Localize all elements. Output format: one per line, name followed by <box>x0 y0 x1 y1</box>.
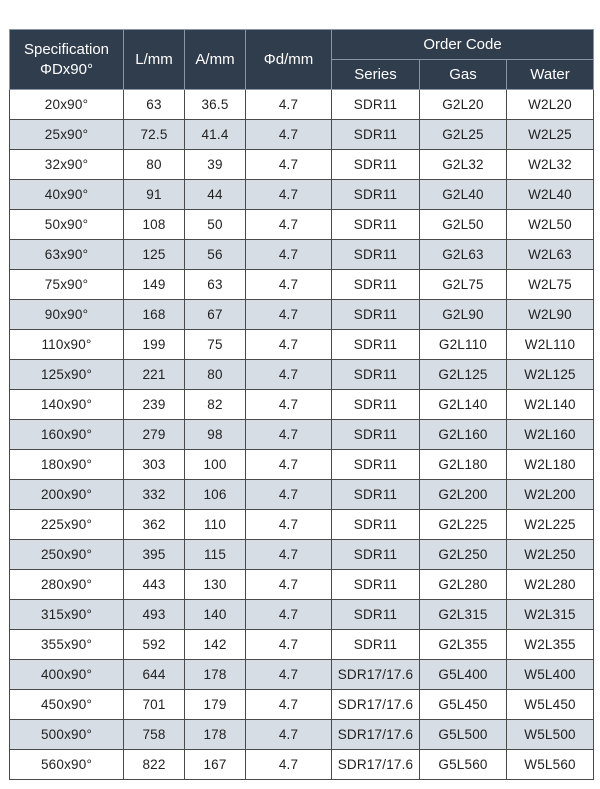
cell-l: 63 <box>124 90 185 120</box>
cell-spec: 40x90° <box>10 180 124 210</box>
cell-spec: 90x90° <box>10 300 124 330</box>
table-row <box>10 450 594 480</box>
cell-gas: G2L355 <box>420 630 507 660</box>
cell-spec: 450x90° <box>10 690 124 720</box>
cell-water: W5L560 <box>507 750 594 780</box>
cell-water: W2L63 <box>507 240 594 270</box>
cell-gas: G2L40 <box>420 180 507 210</box>
cell-series: SDR11 <box>332 120 420 150</box>
cell-gas: G2L200 <box>420 480 507 510</box>
table-row <box>10 690 594 720</box>
cell-water: W5L450 <box>507 690 594 720</box>
cell-a: 56 <box>185 240 246 270</box>
header-gas: Gas <box>420 60 507 90</box>
table-row <box>10 540 594 570</box>
cell-series: SDR17/17.6 <box>332 690 420 720</box>
table-row <box>10 630 594 660</box>
cell-d: 4.7 <box>246 450 332 480</box>
cell-l: 701 <box>124 690 185 720</box>
header-l: L/mm <box>124 30 185 90</box>
cell-water: W2L200 <box>507 480 594 510</box>
cell-l: 80 <box>124 150 185 180</box>
cell-gas: G2L50 <box>420 210 507 240</box>
cell-a: 98 <box>185 420 246 450</box>
cell-d: 4.7 <box>246 270 332 300</box>
cell-water: W2L225 <box>507 510 594 540</box>
cell-gas: G2L315 <box>420 600 507 630</box>
cell-spec: 280x90° <box>10 570 124 600</box>
cell-series: SDR11 <box>332 600 420 630</box>
cell-a: 142 <box>185 630 246 660</box>
cell-water: W2L180 <box>507 450 594 480</box>
cell-gas: G5L500 <box>420 720 507 750</box>
cell-d: 4.7 <box>246 120 332 150</box>
table-row <box>10 720 594 750</box>
cell-a: 63 <box>185 270 246 300</box>
cell-d: 4.7 <box>246 180 332 210</box>
cell-a: 130 <box>185 570 246 600</box>
cell-series: SDR11 <box>332 450 420 480</box>
cell-spec: 20x90° <box>10 90 124 120</box>
cell-spec: 32x90° <box>10 150 124 180</box>
cell-gas: G2L75 <box>420 270 507 300</box>
header-spec-line2: ΦDx90° <box>40 60 93 78</box>
header-water: Water <box>507 60 594 90</box>
cell-series: SDR11 <box>332 510 420 540</box>
table-row <box>10 600 594 630</box>
header-spec-line1: Specification <box>23 40 110 58</box>
cell-a: 115 <box>185 540 246 570</box>
table-row <box>10 90 594 120</box>
cell-gas: G2L125 <box>420 360 507 390</box>
table-row <box>10 120 594 150</box>
cell-spec: 140x90° <box>10 390 124 420</box>
cell-d: 4.7 <box>246 90 332 120</box>
header-series: Series <box>332 60 420 90</box>
cell-a: 39 <box>185 150 246 180</box>
cell-gas: G2L225 <box>420 510 507 540</box>
cell-water: W2L32 <box>507 150 594 180</box>
cell-d: 4.7 <box>246 300 332 330</box>
cell-series: SDR11 <box>332 390 420 420</box>
cell-d: 4.7 <box>246 660 332 690</box>
cell-gas: G2L110 <box>420 330 507 360</box>
cell-a: 41.4 <box>185 120 246 150</box>
header-d: Φd/mm <box>246 30 332 90</box>
table-row <box>10 270 594 300</box>
table-row <box>10 240 594 270</box>
cell-gas: G5L560 <box>420 750 507 780</box>
cell-l: 279 <box>124 420 185 450</box>
cell-water: W2L160 <box>507 420 594 450</box>
table-row <box>10 390 594 420</box>
cell-a: 36.5 <box>185 90 246 120</box>
specification-table <box>9 29 594 780</box>
cell-water: W2L90 <box>507 300 594 330</box>
cell-series: SDR17/17.6 <box>332 660 420 690</box>
cell-a: 44 <box>185 180 246 210</box>
table-row <box>10 180 594 210</box>
cell-series: SDR11 <box>332 270 420 300</box>
cell-water: W2L125 <box>507 360 594 390</box>
cell-gas: G2L250 <box>420 540 507 570</box>
cell-d: 4.7 <box>246 570 332 600</box>
header-a: A/mm <box>185 30 246 90</box>
cell-d: 4.7 <box>246 720 332 750</box>
cell-spec: 125x90° <box>10 360 124 390</box>
cell-l: 168 <box>124 300 185 330</box>
cell-series: SDR17/17.6 <box>332 750 420 780</box>
cell-water: W2L355 <box>507 630 594 660</box>
table-row <box>10 480 594 510</box>
cell-l: 443 <box>124 570 185 600</box>
cell-water: W2L315 <box>507 600 594 630</box>
cell-water: W2L250 <box>507 540 594 570</box>
table-row <box>10 660 594 690</box>
cell-l: 592 <box>124 630 185 660</box>
table-header <box>10 30 594 90</box>
cell-d: 4.7 <box>246 600 332 630</box>
cell-spec: 225x90° <box>10 510 124 540</box>
cell-l: 239 <box>124 390 185 420</box>
cell-a: 178 <box>185 660 246 690</box>
cell-series: SDR11 <box>332 150 420 180</box>
cell-water: W2L75 <box>507 270 594 300</box>
cell-series: SDR11 <box>332 180 420 210</box>
cell-series: SDR11 <box>332 210 420 240</box>
cell-spec: 500x90° <box>10 720 124 750</box>
cell-spec: 50x90° <box>10 210 124 240</box>
cell-d: 4.7 <box>246 540 332 570</box>
cell-d: 4.7 <box>246 360 332 390</box>
cell-l: 108 <box>124 210 185 240</box>
cell-spec: 160x90° <box>10 420 124 450</box>
cell-gas: G2L140 <box>420 390 507 420</box>
cell-water: W5L400 <box>507 660 594 690</box>
cell-spec: 63x90° <box>10 240 124 270</box>
table-row <box>10 330 594 360</box>
table-body <box>10 90 594 780</box>
cell-l: 221 <box>124 360 185 390</box>
cell-water: W2L280 <box>507 570 594 600</box>
cell-series: SDR11 <box>332 630 420 660</box>
header-specification <box>10 30 124 90</box>
cell-l: 125 <box>124 240 185 270</box>
cell-a: 100 <box>185 450 246 480</box>
cell-gas: G2L32 <box>420 150 507 180</box>
cell-water: W5L500 <box>507 720 594 750</box>
cell-spec: 315x90° <box>10 600 124 630</box>
cell-l: 303 <box>124 450 185 480</box>
cell-d: 4.7 <box>246 480 332 510</box>
cell-a: 82 <box>185 390 246 420</box>
cell-spec: 180x90° <box>10 450 124 480</box>
cell-spec: 355x90° <box>10 630 124 660</box>
cell-a: 67 <box>185 300 246 330</box>
cell-a: 179 <box>185 690 246 720</box>
table-row <box>10 510 594 540</box>
cell-water: W2L20 <box>507 90 594 120</box>
cell-series: SDR11 <box>332 300 420 330</box>
cell-d: 4.7 <box>246 390 332 420</box>
table-row <box>10 570 594 600</box>
cell-gas: G2L63 <box>420 240 507 270</box>
cell-l: 91 <box>124 180 185 210</box>
table-row <box>10 750 594 780</box>
cell-l: 758 <box>124 720 185 750</box>
cell-l: 822 <box>124 750 185 780</box>
cell-d: 4.7 <box>246 240 332 270</box>
cell-l: 72.5 <box>124 120 185 150</box>
cell-gas: G2L25 <box>420 120 507 150</box>
cell-gas: G5L450 <box>420 690 507 720</box>
cell-series: SDR11 <box>332 240 420 270</box>
cell-series: SDR11 <box>332 540 420 570</box>
cell-spec: 560x90° <box>10 750 124 780</box>
cell-l: 644 <box>124 660 185 690</box>
cell-water: W2L50 <box>507 210 594 240</box>
cell-a: 50 <box>185 210 246 240</box>
cell-d: 4.7 <box>246 510 332 540</box>
cell-d: 4.7 <box>246 690 332 720</box>
cell-series: SDR11 <box>332 360 420 390</box>
cell-water: W2L110 <box>507 330 594 360</box>
cell-l: 362 <box>124 510 185 540</box>
cell-spec: 25x90° <box>10 120 124 150</box>
table-row <box>10 300 594 330</box>
table-row <box>10 420 594 450</box>
cell-a: 110 <box>185 510 246 540</box>
cell-a: 140 <box>185 600 246 630</box>
cell-d: 4.7 <box>246 420 332 450</box>
table-row <box>10 150 594 180</box>
cell-a: 106 <box>185 480 246 510</box>
cell-d: 4.7 <box>246 330 332 360</box>
cell-spec: 75x90° <box>10 270 124 300</box>
cell-a: 75 <box>185 330 246 360</box>
cell-d: 4.7 <box>246 630 332 660</box>
cell-gas: G2L20 <box>420 90 507 120</box>
cell-series: SDR11 <box>332 420 420 450</box>
cell-d: 4.7 <box>246 150 332 180</box>
header-order-code: Order Code <box>332 30 594 60</box>
cell-series: SDR11 <box>332 330 420 360</box>
cell-l: 199 <box>124 330 185 360</box>
cell-gas: G2L90 <box>420 300 507 330</box>
cell-gas: G5L400 <box>420 660 507 690</box>
cell-series: SDR17/17.6 <box>332 720 420 750</box>
cell-l: 493 <box>124 600 185 630</box>
cell-spec: 250x90° <box>10 540 124 570</box>
cell-series: SDR11 <box>332 480 420 510</box>
cell-d: 4.7 <box>246 210 332 240</box>
cell-gas: G2L160 <box>420 420 507 450</box>
cell-spec: 110x90° <box>10 330 124 360</box>
cell-series: SDR11 <box>332 570 420 600</box>
table-row <box>10 360 594 390</box>
cell-spec: 200x90° <box>10 480 124 510</box>
cell-l: 395 <box>124 540 185 570</box>
cell-gas: G2L280 <box>420 570 507 600</box>
table-row <box>10 210 594 240</box>
cell-a: 167 <box>185 750 246 780</box>
cell-gas: G2L180 <box>420 450 507 480</box>
cell-l: 149 <box>124 270 185 300</box>
spec-table-container <box>9 29 593 780</box>
cell-water: W2L40 <box>507 180 594 210</box>
cell-water: W2L25 <box>507 120 594 150</box>
cell-series: SDR11 <box>332 90 420 120</box>
cell-d: 4.7 <box>246 750 332 780</box>
cell-l: 332 <box>124 480 185 510</box>
cell-a: 178 <box>185 720 246 750</box>
cell-spec: 400x90° <box>10 660 124 690</box>
cell-a: 80 <box>185 360 246 390</box>
cell-water: W2L140 <box>507 390 594 420</box>
